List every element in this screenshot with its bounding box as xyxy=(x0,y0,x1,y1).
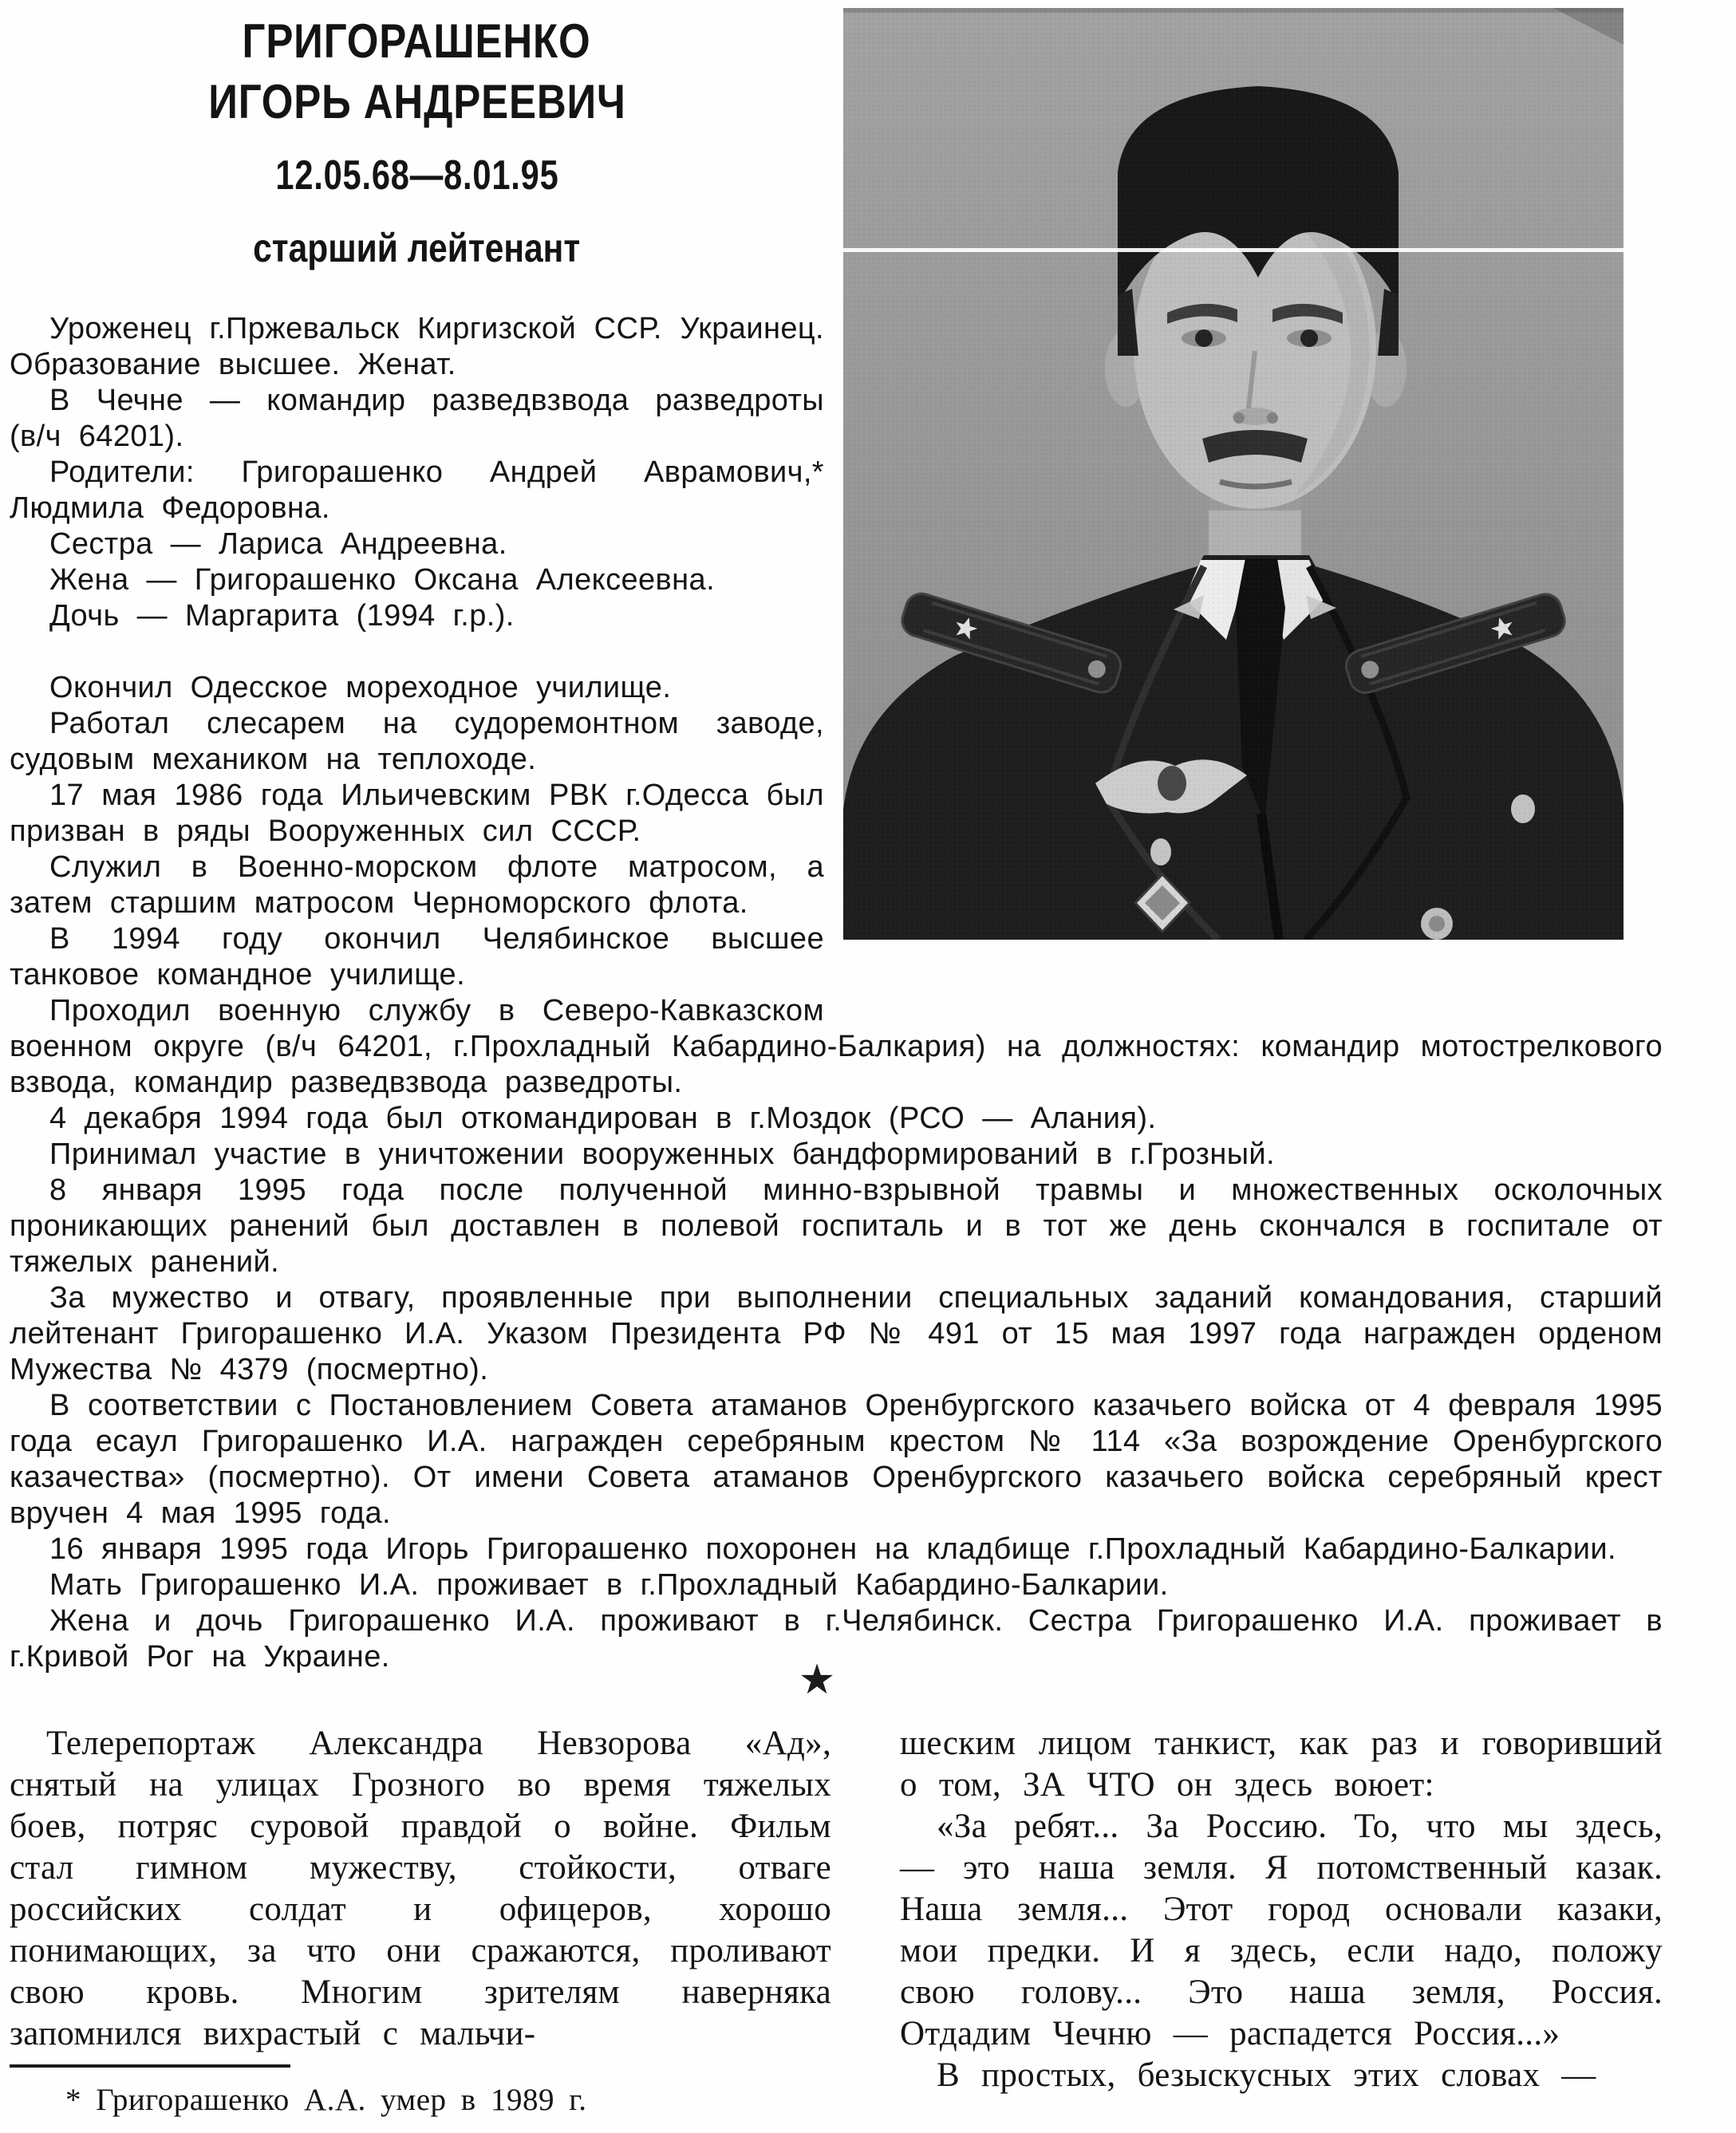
page-header xyxy=(10,11,824,270)
service-paragraph: Окончил Одесское мореходное училище. xyxy=(49,671,672,704)
essay-columns xyxy=(10,1723,1663,2096)
essay-right-column xyxy=(900,1723,1663,2096)
military-rank-text: старший лейтенант xyxy=(253,226,581,270)
scan-line-artifact xyxy=(843,248,1624,252)
name-text: ИГОРЬ АНДРЕЕВИЧ xyxy=(207,75,626,128)
surname-text: ГРИГОРАШЕНКО xyxy=(243,14,591,68)
bio-paragraph: Родители: Григорашенко Андрей Аврамович,* Людмила Федоровна. xyxy=(10,455,824,525)
officer-photo-illustration xyxy=(843,8,1624,940)
footnote xyxy=(10,2064,831,2118)
essay-paragraph: В простых, безыскусных этих словах — xyxy=(937,2056,1596,2094)
bio-paragraph: В Чечне — командир разведвзвода разведроты (в/ч 64201). xyxy=(10,384,824,453)
service-paragraph: 16 января 1995 года Игорь Григорашенко похоронен на кладбище г.Прохладный Кабардино-Балкарии. xyxy=(49,1532,1617,1566)
service-paragraph: Работал слесарем на судоремонтном заводе, судовым механиком на теплоходе. xyxy=(10,707,824,776)
service-paragraph: Принимал участие в уничтожении вооруженных бандформирований в г.Грозный. xyxy=(49,1137,1276,1171)
name-patronymic-heading xyxy=(10,72,824,132)
bio-paragraph: Сестра — Лариса Андреевна. xyxy=(49,527,507,561)
service-paragraph: Служил в Военно-морском флоте матросом, а затем старшим матросом Черноморского флота. xyxy=(10,850,824,920)
service-paragraph: 8 января 1995 года после полученной минно-взрывной травмы и множественных осколочных проникающих ранений был доставлен в полевой госпиталь и в тот же день скончался в госпитале от тяжелых ранений. xyxy=(10,1173,1663,1279)
service-paragraph: В 1994 году окончил Челябинское высшее танковое командное училище. xyxy=(10,922,824,992)
essay-paragraph: шеским лицом танкист, как раз и говоривший о том, ЗА ЧТО он здесь воюет: xyxy=(900,1725,1663,1804)
service-paragraph: 4 декабря 1994 года был откомандирован в г.Моздок (РСО — Алания). xyxy=(49,1102,1157,1135)
service-paragraph: Проходил военную службу в Северо-Кавказском военном округе (в/ч 64201, г.Прохладный Кабардино-Балкария) на должностях: командир мотострелкового взвода, командир разведвзвода разведроты. xyxy=(10,994,1663,1099)
life-dates xyxy=(10,153,824,198)
section-divider-star-icon: ★ xyxy=(798,1657,836,1703)
essay-left-column xyxy=(10,1723,831,2096)
life-dates-text: 12.05.68—8.01.95 xyxy=(274,152,559,199)
bio-paragraph: Дочь — Маргарита (1994 г.р.). xyxy=(49,599,515,633)
bio-paragraph: Жена — Григорашенко Оксана Алексеевна. xyxy=(49,563,716,597)
photo-grain-overlay xyxy=(843,8,1624,940)
service-paragraph: В соответствии с Постановлением Совета атаманов Оренбургского казачьего войска от 4 февраля 1995 года есаул Григорашенко И.А. награжден серебряным крестом № 114 «За возрождение Оренбургского казачества» (посмертно). От имени Совета атаманов Оренбургского казачьего войска серебряный крест вручен 4 мая 1995 года. xyxy=(10,1389,1663,1530)
surname-heading xyxy=(10,11,824,72)
service-paragraph: Жена и дочь Григорашенко И.А. проживают в г.Челябинск. Сестра Григорашенко И.А. проживает в г.Кривой Рог на Украине. xyxy=(10,1604,1663,1674)
military-rank xyxy=(10,227,824,270)
essay-paragraph: Телерепортаж Александра Невзорова «Ад», снятый на улицах Грозного во время тяжелых боев, потряс суровой правдой о войне. Фильм стал гимном мужеству, стойкости, отваге российских солдат и офицеров, хорошо понимающих, за что они сражаются, проливают свою кровь. Многим зрителям наверняка запомнился вихрастый с мальчи- xyxy=(10,1725,831,2052)
essay-paragraph: «За ребят... За Россию. То, что мы здесь, — это наша земля. Я потомственный казак. Наша земля... Этот город основали казаки, мои предки. И я здесь, если надо, положу свою голову... Это наша земля, Россия. Отдадим Чечню — распадется Россия...» xyxy=(900,1808,1663,2052)
service-paragraph: 17 мая 1986 года Ильичевским РВК г.Одесса был призван в ряды Вооруженных сил СССР. xyxy=(10,779,824,848)
service-paragraph: Мать Григорашенко И.А. проживает в г.Прохладный Кабардино-Балкарии. xyxy=(49,1568,1169,1602)
service-paragraph: За мужество и отвагу, проявленные при выполнении специальных заданий командования, старший лейтенант Григорашенко И.А. Указом Президента РФ № 491 от 15 мая 1997 года награжден орденом Мужества № 4379 (посмертно). xyxy=(10,1281,1663,1386)
bio-paragraph: Уроженец г.Пржевальск Киргизской ССР. Украинец. Образование высшее. Женат. xyxy=(10,312,824,381)
footnote-text: * Григорашенко А.А. умер в 1989 г. xyxy=(65,2083,587,2117)
footnote-rule xyxy=(10,2064,290,2068)
portrait-photo xyxy=(843,8,1624,940)
